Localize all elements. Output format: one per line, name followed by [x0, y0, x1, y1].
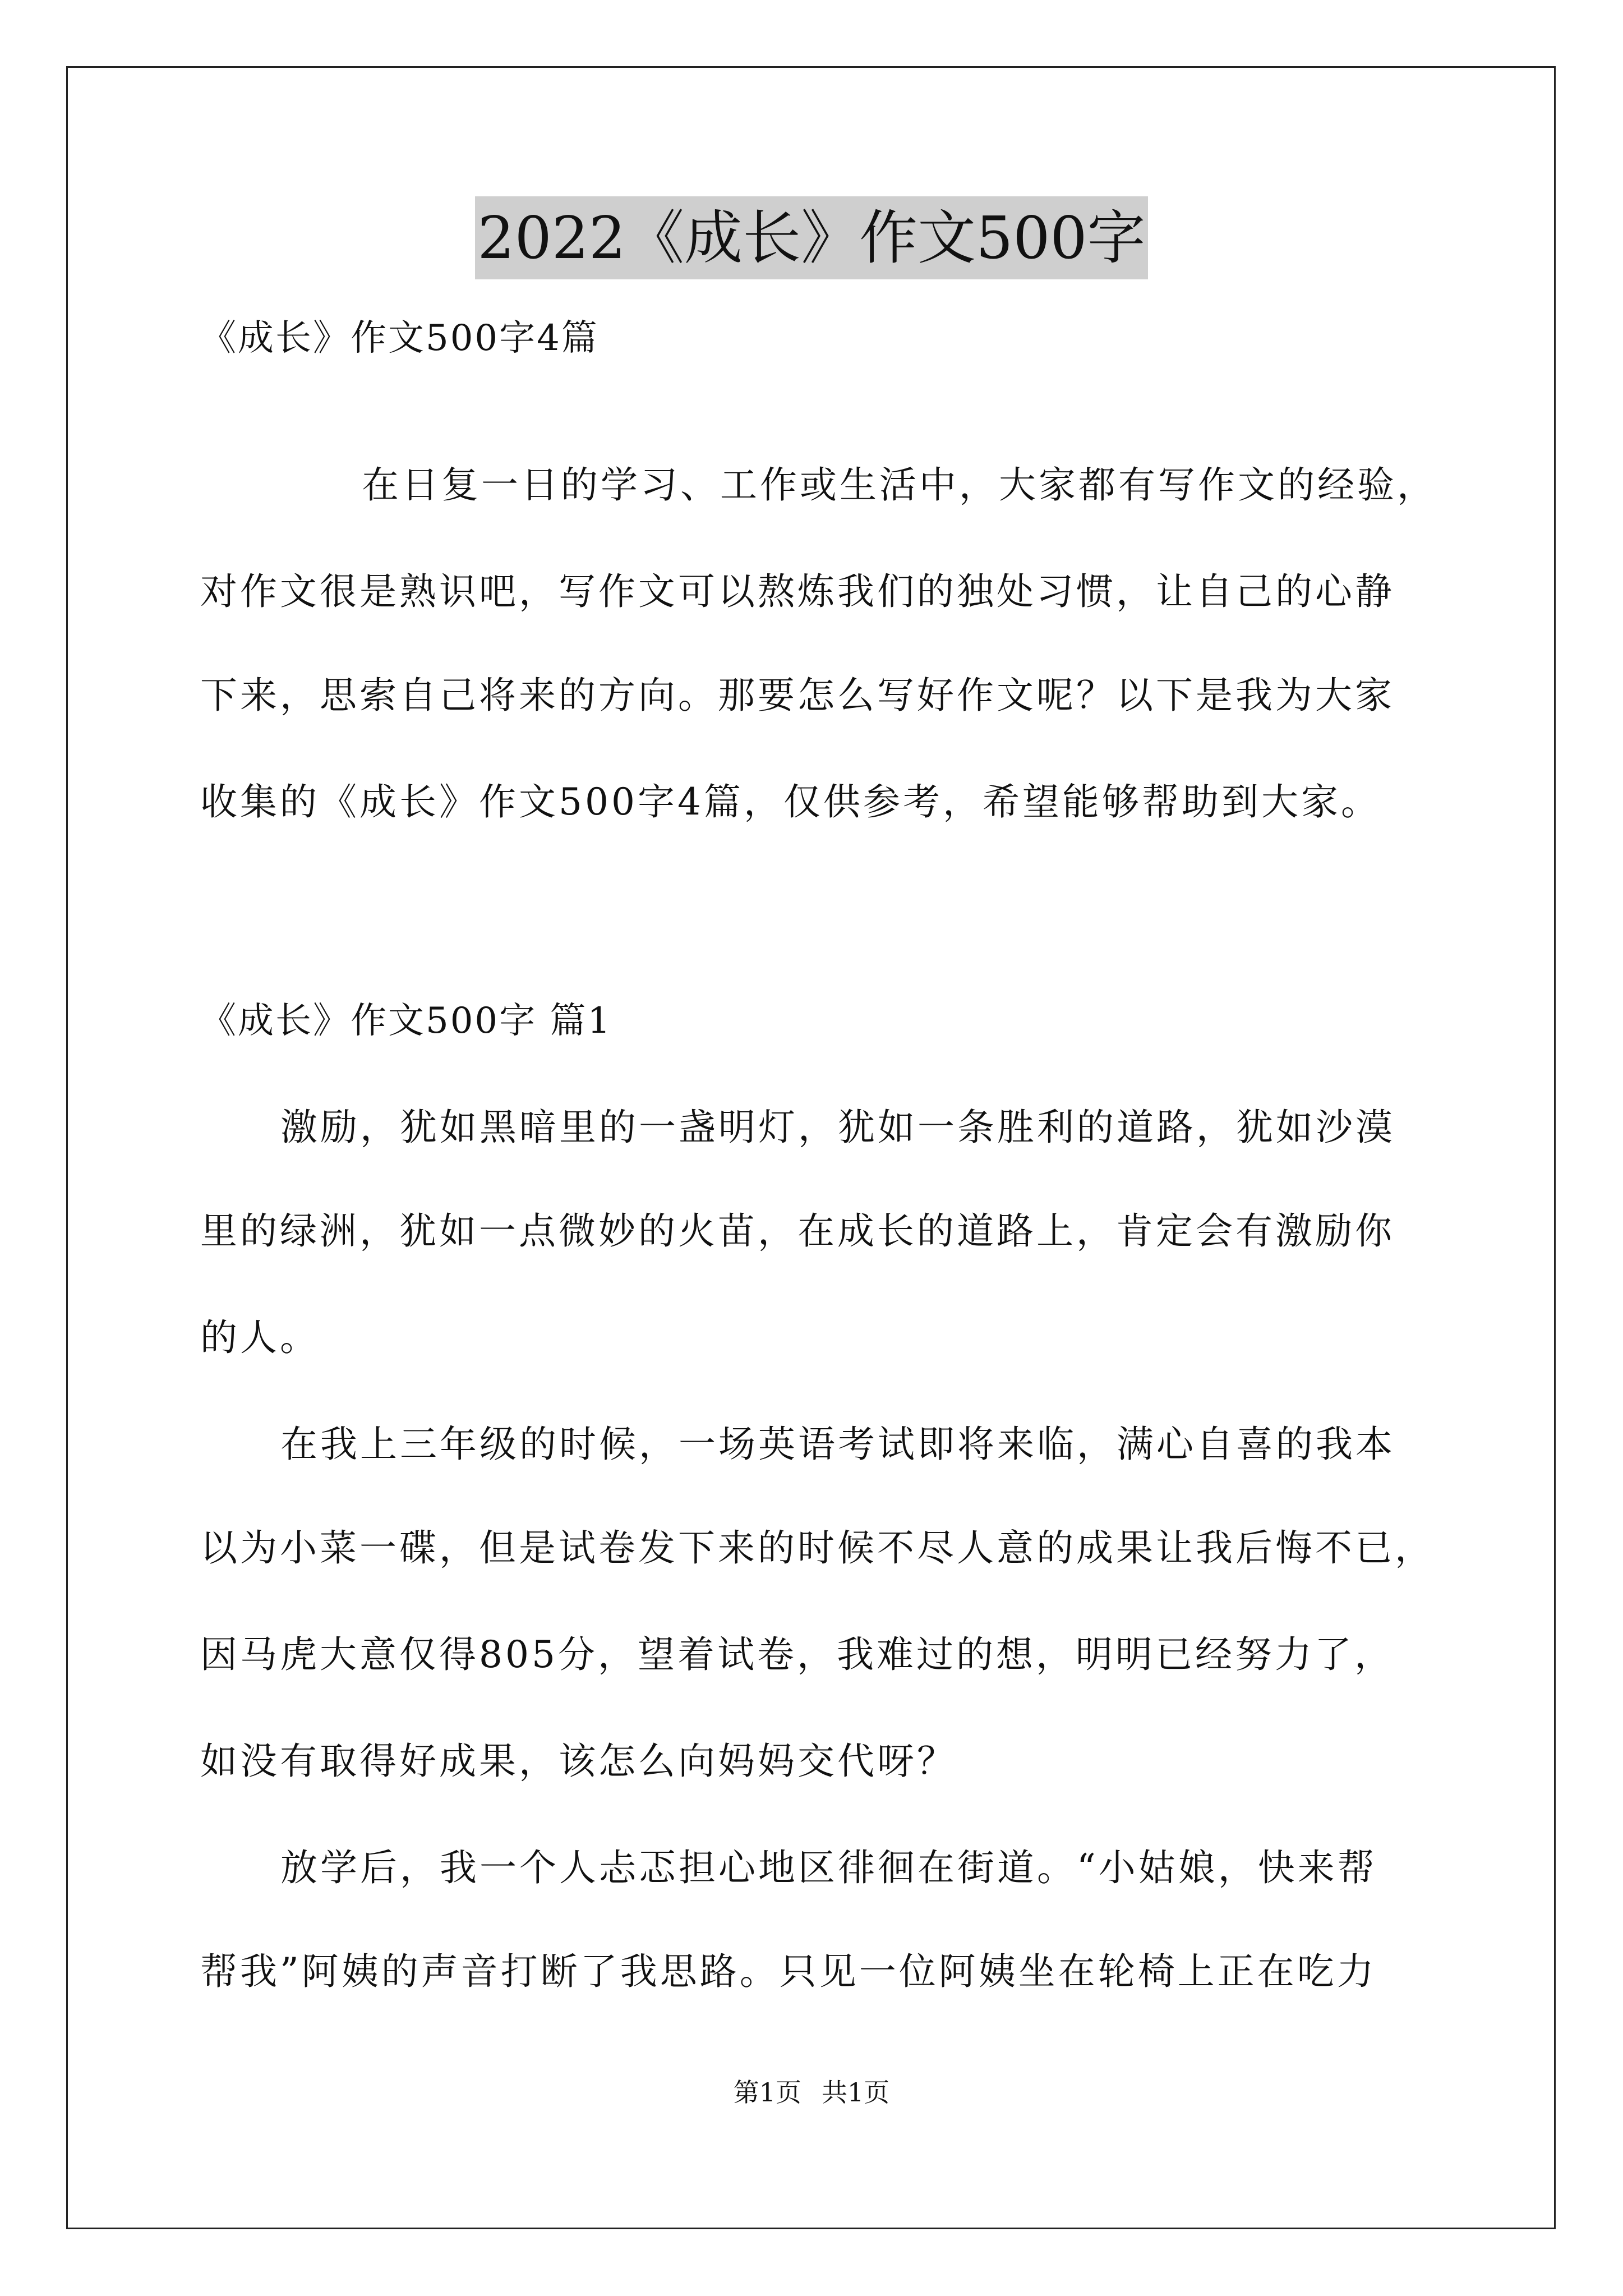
body-line-1: 激励，犹如黑暗里的一盏明灯，犹如一条胜利的道路，犹如沙漠 — [280, 1106, 1395, 1149]
section-heading: 《成长》作文500字 篇1 — [200, 1000, 612, 1042]
body-line-4: 在我上三年级的时候，一场英语考试即将来临，满心自喜的我本 — [280, 1423, 1395, 1466]
body-line-9: 帮我”阿姨的声音打断了我思路。只见一位阿姨坐在轮椅上正在吃力 — [200, 1950, 1377, 1993]
subtitle: 《成长》作文500字4篇 — [200, 318, 599, 359]
intro-line-4: 收集的《成长》作文500字4篇，仅供参考，希望能够帮助到大家。 — [200, 780, 1381, 823]
document-title: 2022《成长》作文500字 — [475, 196, 1147, 279]
page-current: 第1页 — [733, 2077, 801, 2108]
body-line-5: 以为小菜一碟，但是试卷发下来的时候不尽人意的成果让我后悔不已， — [200, 1526, 1435, 1570]
page-footer — [0, 2076, 1623, 2109]
body-line-8: 放学后，我一个人忐忑担心地区徘徊在街道。“小姑娘，快来帮 — [280, 1846, 1377, 1889]
body-line-6: 因马虎大意仅得805分，望着试卷，我难过的想，明明已经努力了， — [200, 1633, 1394, 1676]
intro-line-3: 下来，思索自己将来的方向。那要怎么写好作文呢？以下是我为大家 — [200, 674, 1395, 717]
body-line-7: 如没有取得好成果，该怎么向妈妈交代呀？ — [200, 1740, 957, 1783]
intro-line-1: 在日复一日的学习、工作或生活中，大家都有写作文的经验， — [362, 463, 1437, 507]
page-total: 共1页 — [822, 2077, 890, 2108]
intro-line-2: 对作文很是熟识吧，写作文可以熬炼我们的独处习惯，让自己的心静 — [200, 570, 1395, 613]
body-line-3: 的人。 — [200, 1316, 320, 1359]
body-line-2: 里的绿洲，犹如一点微妙的火苗，在成长的道路上，肯定会有激励你 — [200, 1209, 1395, 1253]
title-container — [0, 196, 1623, 279]
